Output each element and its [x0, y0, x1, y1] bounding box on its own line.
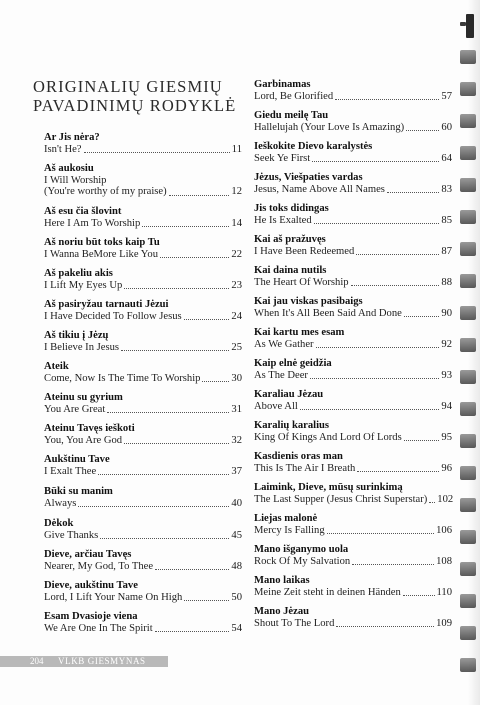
lithuanian-title: Dėkok [44, 518, 74, 529]
original-title-row [44, 498, 242, 510]
dot-leader [406, 130, 439, 131]
original-title: He Is Exalted [254, 214, 312, 226]
lithuanian-title: Kai aš pražuvęs [254, 234, 326, 245]
index-entry [44, 237, 242, 260]
lithuanian-title: Jis toks didingas [254, 203, 329, 214]
page-number: 64 [441, 152, 452, 164]
page-edge-shadow [468, 0, 480, 705]
page-number: 30 [231, 372, 242, 384]
index-entry [44, 549, 242, 572]
lithuanian-title: Dieve, arčiau Tavęs [44, 549, 132, 560]
page-number: 93 [441, 369, 452, 381]
original-title: Hallelujah (Your Love Is Amazing) [254, 121, 405, 133]
original-title: As We Gather [254, 338, 314, 350]
original-title-row [44, 592, 242, 604]
lithuanian-title: Karaliau Jėzau [254, 389, 324, 400]
page-number: 40 [231, 497, 242, 509]
page-title-line-2: PAVADINIMŲ RODYKLĖ [33, 96, 237, 115]
lithuanian-title: Aš tikiu į Jėzų [44, 330, 109, 341]
index-entry [254, 79, 452, 102]
original-title-row [254, 370, 452, 382]
original-title-row [254, 432, 452, 444]
page-number: 37 [231, 465, 242, 477]
page-number: 106 [436, 524, 452, 536]
index-entry [254, 358, 452, 381]
index-entry [44, 423, 242, 446]
original-title-row [44, 623, 242, 635]
page-number: 109 [436, 617, 452, 629]
original-title: Give Thanks [44, 529, 99, 541]
dot-leader [351, 285, 440, 286]
original-title-row [254, 494, 452, 506]
page-number: 108 [436, 555, 452, 567]
page-number: 32 [231, 434, 242, 446]
dot-leader [357, 471, 439, 472]
original-title-row [44, 373, 242, 385]
original-title-row [254, 618, 452, 630]
original-title-row [254, 339, 452, 351]
lithuanian-title: Ateik [44, 361, 69, 372]
dot-leader [327, 533, 434, 534]
dot-leader [184, 319, 230, 320]
lithuanian-title: Aš pasiryžau tarnauti Jėzui [44, 299, 169, 310]
lithuanian-title: Aš aukosiu [44, 163, 94, 174]
original-title: King Of Kings And Lord Of Lords [254, 431, 402, 443]
lithuanian-title: Karalių karalius [254, 420, 330, 431]
original-title-row [44, 280, 242, 292]
original-title: The Last Supper (Jesus Christ Superstar) [254, 493, 428, 505]
dot-leader [169, 195, 230, 196]
dot-leader [300, 409, 440, 410]
index-entry [44, 268, 242, 291]
lithuanian-title: Aš esu čia šlovint [44, 206, 122, 217]
page-number: 22 [231, 248, 242, 260]
lithuanian-title: Laimink, Dieve, mūsų surinkimą [254, 482, 403, 493]
dot-leader [107, 412, 229, 413]
lithuanian-title: Ieškokite Dievo karalystės [254, 141, 373, 152]
index-entry [254, 203, 452, 226]
original-title-row [254, 246, 452, 258]
dot-leader [184, 600, 229, 601]
original-title-row [254, 308, 452, 320]
index-entry [254, 265, 452, 288]
dot-leader [78, 506, 229, 507]
index-entry [254, 451, 452, 474]
original-title: I Will Worship [44, 174, 107, 186]
original-title-row [254, 587, 452, 599]
lithuanian-title: Mano Jėzau [254, 606, 310, 617]
index-entry [44, 206, 242, 229]
index-entry [254, 172, 452, 195]
original-title: You Are Great [44, 403, 106, 415]
original-title: Lord, Be Glorified [254, 90, 334, 102]
page-number: 95 [441, 431, 452, 443]
index-entry [44, 330, 242, 353]
index-entry [254, 420, 452, 443]
original-title: I Lift My Eyes Up [44, 279, 123, 291]
page-number: 25 [231, 341, 242, 353]
original-title-row [44, 342, 242, 354]
original-title: Meine Zeit steht in deinen Händen [254, 586, 401, 598]
dot-leader [100, 538, 229, 539]
original-title: Come, Now Is The Time To Worship [44, 372, 201, 384]
page-number: 48 [231, 560, 242, 572]
original-title-row [254, 91, 452, 103]
thumb-tab-marker-small [460, 22, 466, 26]
lithuanian-title: Esam Dvasioje viena [44, 611, 138, 622]
dot-leader [310, 378, 439, 379]
lithuanian-title: Mano išganymo uola [254, 544, 349, 555]
original-title: Always [44, 497, 77, 509]
index-entry [254, 482, 452, 505]
index-entry [44, 392, 242, 415]
index-entry [44, 486, 242, 509]
lithuanian-title: Kasdienis oras man [254, 451, 343, 462]
original-title: Jesus, Name Above All Names [254, 183, 385, 195]
dot-leader [404, 440, 440, 441]
original-title: I Exalt Thee [44, 465, 97, 477]
lithuanian-title: Mano laikas [254, 575, 310, 586]
index-entry [254, 234, 452, 257]
dot-leader [352, 564, 434, 565]
lithuanian-title: Kai kartu mes esam [254, 327, 345, 338]
original-title: Rock Of My Salvation [254, 555, 351, 567]
index-entry [254, 513, 452, 536]
index-entry [44, 518, 242, 541]
original-title-row [254, 556, 452, 568]
index-entry [254, 389, 452, 412]
dot-leader [155, 569, 229, 570]
original-title: We Are One In The Spirit [44, 622, 153, 634]
dot-leader [314, 223, 440, 224]
dot-leader [312, 161, 439, 162]
original-title-row [44, 218, 242, 230]
original-title-row [254, 215, 452, 227]
original-title-row [44, 311, 242, 323]
footer-page-number: 204 [30, 656, 44, 666]
original-title: I Wanna BeMore Like You [44, 248, 158, 260]
dot-leader [155, 631, 230, 632]
page-title-line-1: ORIGINALIŲ GIESMIŲ [33, 77, 223, 96]
page-number: 110 [436, 586, 452, 598]
index-entry [254, 606, 452, 629]
page-number: 102 [437, 493, 454, 505]
page-number: 50 [231, 591, 242, 603]
index-entry [44, 580, 242, 603]
page-number: 83 [441, 183, 452, 195]
page-number: 23 [231, 279, 242, 291]
lithuanian-title: Ateinu su gyrium [44, 392, 123, 403]
index-entry [44, 299, 242, 322]
original-title: This Is The Air I Breath [254, 462, 356, 474]
original-title-row [44, 404, 242, 416]
page-number: 31 [231, 403, 242, 415]
dot-leader [335, 99, 439, 100]
lithuanian-title: Aukštinu Tave [44, 454, 110, 465]
page-number: 94 [441, 400, 452, 412]
lithuanian-title: Kaip elnė geidžia [254, 358, 332, 369]
original-title-row [254, 277, 452, 289]
dot-leader [124, 288, 229, 289]
index-entry [44, 132, 242, 155]
page-number: 57 [441, 90, 452, 102]
dot-leader [142, 226, 229, 227]
original-title: Lord, I Lift Your Name On High [44, 591, 183, 603]
dot-leader [160, 257, 229, 258]
lithuanian-title: Ar Jis nėra? [44, 132, 100, 143]
lithuanian-title: Jėzus, Viešpaties vardas [254, 172, 363, 183]
original-title: I Have Been Redeemed [254, 245, 355, 257]
dot-leader [124, 443, 229, 444]
page-footer [0, 656, 240, 667]
original-title-row [44, 435, 242, 447]
original-title: Here I Am To Worship [44, 217, 141, 229]
original-title: When It's All Been Said And Done [254, 307, 402, 319]
lithuanian-title: Ateinu Tavęs ieškoti [44, 423, 135, 434]
original-title-row [254, 401, 452, 413]
original-title: The Heart Of Worship [254, 276, 349, 288]
index-entry [254, 544, 452, 567]
dot-leader [98, 474, 229, 475]
page-number: 96 [441, 462, 452, 474]
index-entry [44, 163, 242, 198]
original-title: Seek Ye First [254, 152, 311, 164]
original-title-row [254, 525, 452, 537]
lithuanian-title: Kai daina nutils [254, 265, 327, 276]
page-number: 12 [231, 186, 242, 197]
index-entry [254, 141, 452, 164]
original-title-row [254, 463, 452, 475]
index-entry [254, 327, 452, 350]
index-entry [254, 110, 452, 133]
dot-leader [84, 152, 230, 153]
original-title-row [44, 530, 242, 542]
original-title: You, You Are God [44, 434, 123, 446]
dot-leader [202, 381, 229, 382]
lithuanian-title: Dieve, aukštinu Tave [44, 580, 138, 591]
dot-leader [356, 254, 439, 255]
dot-leader [403, 595, 435, 596]
page-number: 45 [231, 529, 242, 541]
original-title-row [44, 144, 242, 156]
original-title: As The Deer [254, 369, 308, 381]
index-entry [254, 296, 452, 319]
lithuanian-title: Giedu meilę Tau [254, 110, 329, 121]
page-number: 60 [441, 121, 452, 133]
lithuanian-title: Būki su manim [44, 486, 113, 497]
page-number: 90 [441, 307, 452, 319]
dot-leader [316, 347, 440, 348]
page-number: 54 [231, 622, 242, 634]
original-title: (You're worthy of my praise) [44, 186, 167, 197]
original-title: I Believe In Jesus [44, 341, 120, 353]
page-number: 85 [441, 214, 452, 226]
original-title-row [44, 561, 242, 573]
page-number: 92 [441, 338, 452, 350]
dot-leader [121, 350, 229, 351]
original-title-row [44, 466, 242, 478]
original-title-row [44, 249, 242, 261]
original-title-row [254, 153, 452, 165]
lithuanian-title: Liejas malonė [254, 513, 318, 524]
page-number: 87 [441, 245, 452, 257]
page-number: 88 [441, 276, 452, 288]
dot-leader [336, 626, 434, 627]
original-title: I Have Decided To Follow Jesus [44, 310, 182, 322]
page-number: 24 [231, 310, 242, 322]
footer-book-title: VLKB GIESMYNAS [58, 656, 146, 666]
lithuanian-title: Aš noriu būt toks kaip Tu [44, 237, 160, 248]
lithuanian-title: Garbinamas [254, 79, 311, 90]
lithuanian-title: Aš pakeliu akis [44, 268, 113, 279]
page-title [33, 77, 237, 115]
original-title-row [44, 186, 242, 198]
index-entry [254, 575, 452, 598]
page-number: 14 [231, 217, 242, 229]
original-title-row [254, 122, 452, 134]
index-entry [44, 361, 242, 384]
dot-leader [429, 502, 435, 503]
original-title: Nearer, My God, To Thee [44, 560, 154, 572]
original-title: Shout To The Lord [254, 617, 335, 629]
original-title: Isn't He? [44, 143, 82, 155]
original-title: Mercy Is Falling [254, 524, 325, 536]
index-entry [44, 454, 242, 477]
original-title: Above All [254, 400, 298, 412]
index-entry [44, 611, 242, 634]
lithuanian-title: Kai jau viskas pasibaigs [254, 296, 363, 307]
page-number: 11 [231, 143, 242, 155]
dot-leader [387, 192, 439, 193]
dot-leader [404, 316, 440, 317]
original-title-row [254, 184, 452, 196]
